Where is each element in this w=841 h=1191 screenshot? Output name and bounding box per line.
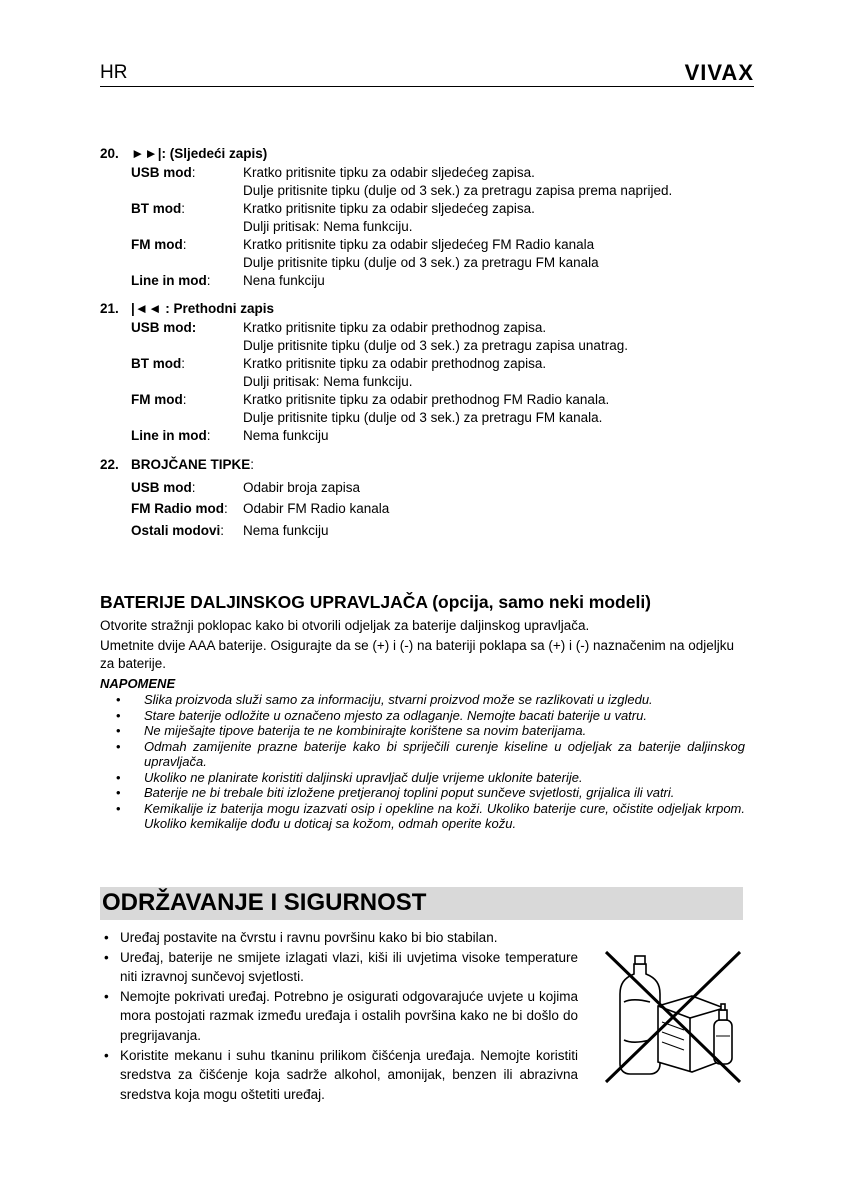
- mode-desc: Dulje pritisnite tipku (dulje od 3 sek.) za pretragu FM kanala: [243, 255, 599, 270]
- item-title: |◄◄ : Prethodni zapis: [131, 301, 275, 316]
- no-chemicals-icon: [600, 944, 746, 1088]
- mode-label: USB mod:: [131, 165, 196, 180]
- mode-desc: Dulje pritisnite tipku (dulje od 3 sek.) za pretragu zapisa unatrag.: [243, 338, 628, 353]
- maintenance-item: • Uređaj postavite na čvrstu i ravnu površinu kako bi bio stabilan.: [100, 928, 578, 948]
- mode-label: FM mod:: [131, 237, 187, 252]
- mode-label: FM Radio mod:: [131, 501, 228, 516]
- note-item: • Slika proizvoda služi samo za informaciju, stvarni proizvod može se razlikovati u izgledu.: [100, 692, 745, 708]
- battery-paragraph: Otvorite stražnji poklopac kako bi otvorili odjeljak za baterije daljinskog upravljača.: [100, 618, 590, 633]
- mode-desc: Nema funkciju: [243, 428, 329, 443]
- mode-desc: Dulje pritisnite tipku (dulje od 3 sek.) za pretragu zapisa prema naprijed.: [243, 183, 673, 198]
- maintenance-list: [100, 928, 578, 1104]
- mode-desc: Dulji pritisak: Nema funkciju.: [243, 219, 413, 234]
- mode-desc: Dulji pritisak: Nema funkciju.: [243, 374, 413, 389]
- mode-desc: Kratko pritisnite tipku za odabir sljedećeg zapisa.: [243, 201, 535, 216]
- mode-label: Line in mod:: [131, 428, 211, 443]
- maintenance-title: ODRŽAVANJE I SIGURNOST: [102, 889, 427, 916]
- item-number: 21.: [100, 301, 119, 316]
- battery-paragraph: Umetnite dvije AAA baterije. Osigurajte da se (+) i (-) na bateriji poklapa sa (+) i (-) naznačenim na odjeljku za baterije.: [100, 638, 735, 671]
- note-item: • Ukoliko ne planirate koristiti daljinski upravljač dulje vrijeme uklonite baterije.: [100, 770, 745, 786]
- item-title: BROJČANE TIPKE:: [131, 457, 255, 472]
- notes-title: NAPOMENE: [100, 676, 176, 691]
- mode-label: Ostali modovi:: [131, 523, 225, 538]
- mode-label: USB mod:: [131, 480, 196, 495]
- mode-desc: Kratko pritisnite tipku za odabir sljedećeg zapisa.: [243, 165, 535, 180]
- header-language: HR: [100, 62, 128, 83]
- note-item: • Stare baterije odložite u označeno mjesto za odlaganje. Nemojte bacati baterije u vatru.: [100, 708, 745, 724]
- mode-desc: Odabir broja zapisa: [243, 480, 361, 495]
- notes-list: [100, 692, 745, 832]
- note-item: • Odmah zamijenite prazne baterije kako bi spriječili curenje kiseline u odjeljak za baterije daljinskog upravljača.: [100, 739, 745, 770]
- battery-section-title: BATERIJE DALJINSKOG UPRAVLJAČA (opcija, samo neki modeli): [100, 592, 652, 612]
- header-divider: [100, 86, 754, 87]
- mode-desc: Kratko pritisnite tipku za odabir sljedećeg FM Radio kanala: [243, 237, 595, 252]
- item-title: ►►|: (Sljedeći zapis): [131, 146, 268, 161]
- mode-label: Line in mod:: [131, 273, 211, 288]
- mode-label: USB mod:: [131, 320, 197, 335]
- maintenance-item: • Koristite mekanu i suhu tkaninu prilikom čišćenja uređaja. Nemojte koristiti sredstva za čišćenje koja sadrže alkohol, amonijak, benzen ili abrazivna sredstva koja mogu oštetiti uređaj.: [100, 1046, 578, 1105]
- mode-label: BT mod:: [131, 356, 186, 371]
- mode-desc: Kratko pritisnite tipku za odabir prethodnog zapisa.: [243, 320, 547, 335]
- note-item: • Ne miješajte tipove baterija te ne kombinirajte korištene sa novim baterijama.: [100, 723, 745, 739]
- mode-desc: Dulje pritisnite tipku (dulje od 3 sek.) za pretragu FM kanala.: [243, 410, 603, 425]
- maintenance-item: • Nemojte pokrivati uređaj. Potrebno je osigurati odgovarajuće uvjete u kojima mora postojati razmak između uređaja i ostalih površina kako ne bi došlo do pregrijavanja.: [100, 987, 578, 1046]
- mode-desc: Nema funkciju: [243, 523, 329, 538]
- mode-desc: Odabir FM Radio kanala: [243, 501, 390, 516]
- item-number: 22.: [100, 457, 119, 472]
- mode-label: BT mod:: [131, 201, 186, 216]
- mode-desc: Nena funkciju: [243, 273, 325, 288]
- item-number: 20.: [100, 146, 119, 161]
- note-item: • Baterije ne bi trebale biti izložene pretjeranoj toplini poput sunčeve svjetlosti, grijalica ili vatri.: [100, 785, 745, 801]
- note-item: • Kemikalije iz baterija mogu izazvati osip i opekline na koži. Ukoliko baterije cure, očistite odjeljak krpom. Ukoliko kemikalije dođu u doticaj sa kožom, odmah operite kožu.: [100, 801, 745, 832]
- maintenance-item: • Uređaj, baterije ne smijete izlagati vlazi, kiši ili uvjetima visoke temperature niti izravnoj sunčevoj svjetlosti.: [100, 948, 578, 987]
- mode-label: FM mod:: [131, 392, 187, 407]
- mode-desc: Kratko pritisnite tipku za odabir prethodnog FM Radio kanala.: [243, 392, 610, 407]
- mode-desc: Kratko pritisnite tipku za odabir prethodnog zapisa.: [243, 356, 547, 371]
- brand-logo: VIVAX: [684, 60, 754, 85]
